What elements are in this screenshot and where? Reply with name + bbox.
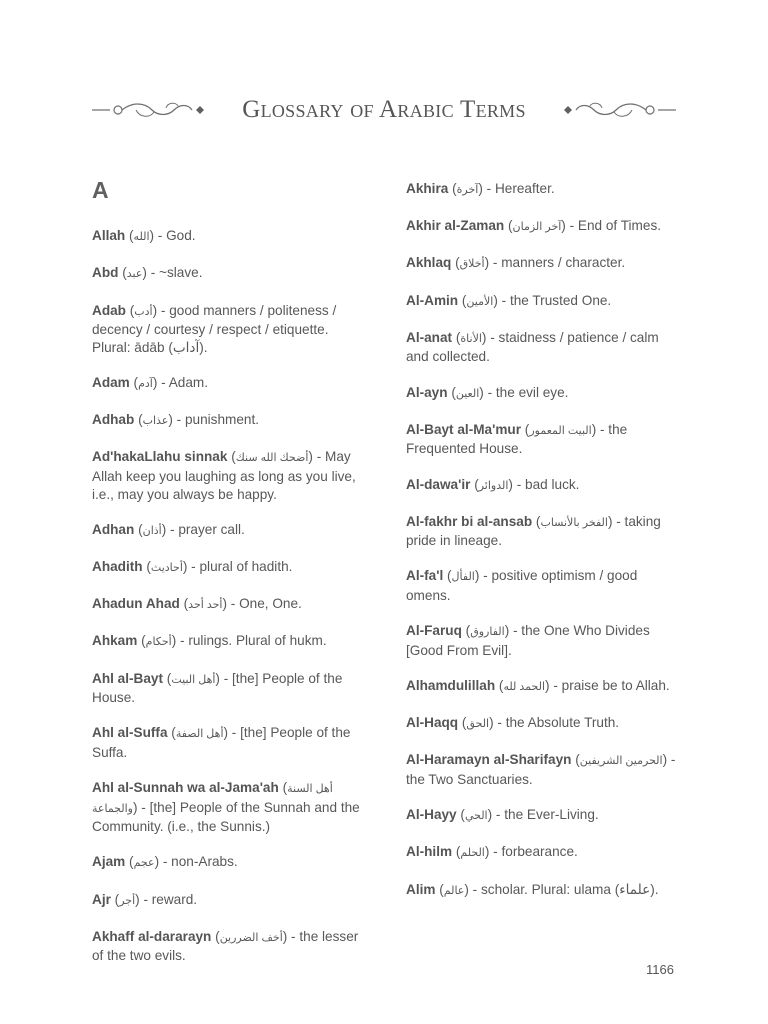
entry-term: Alim [406, 881, 436, 897]
entry-definition: - End of Times. [565, 218, 662, 234]
entry-arabic: الحرمين الشريفين [579, 755, 663, 768]
entry-definition: - the One Who Divides [Good From Evil]. [406, 623, 650, 658]
entry-definition: - the evil eye. [483, 384, 569, 400]
entry-term: Akhira [406, 181, 449, 196]
entry-arabic: أخلاق [459, 258, 485, 271]
entry-term: Al-Bayt al-Ma'mur [406, 421, 522, 437]
glossary-entry: Al-fa'l (الفأل) - positive optimism / good omens. [406, 568, 638, 604]
glossary-entry: Ahl al-Suffa (أهل الصفة) - [the] People of the Suffa. [92, 725, 351, 760]
entry-term: Al-fa'l [406, 568, 444, 584]
entry-arabic: أحكام [145, 636, 172, 649]
entry-definition: - the lesser of the two evils. [92, 928, 359, 964]
glossary-entry: Al-Faruq (الفاروق) - the One Who Divides [Good From Evil]. [406, 623, 650, 658]
entry-definition: - the Frequented House. [406, 421, 628, 457]
glossary-entry: Alhamdulillah (الحمد لله) - praise be to Allah. [406, 678, 670, 694]
entry-term: Al-Hayy [406, 807, 457, 823]
entry-definition: - One, One. [227, 596, 302, 612]
entry-term: Ahkam [92, 633, 138, 649]
entry-term: Ahadith [92, 558, 143, 574]
entry-arabic: الحمد لله [503, 681, 546, 694]
entry-arabic: أضحك الله سنك [235, 452, 309, 465]
glossary-entry: Al-anat (الأناة) - staidness / patience / calm and collected. [406, 329, 659, 365]
entry-term: Akhir al-Zaman [406, 218, 505, 234]
entry-definition: - praise be to Allah. [549, 678, 670, 694]
entry-term: Ajam [92, 854, 126, 870]
glossary-entry: Al-Amin (الأمين) - the Trusted One. [406, 292, 612, 308]
glossary-entry: Akhlaq (أخلاق) - manners / character. [406, 255, 626, 271]
glossary-entry: Al-fakhr bi al-ansab (الفخر بالأنساب) - taking pride in lineage. [406, 513, 661, 549]
glossary-entry: Al-Bayt al-Ma'mur (البيت المعمور) - the Frequented House. [406, 421, 628, 457]
entry-arabic: الفأل [451, 571, 475, 584]
entry-term: Al-dawa'ir [406, 476, 471, 492]
entry-term: Ahadun Ahad [92, 596, 180, 612]
entry-definition: - [the] People of the Suffa. [92, 725, 351, 760]
entry-term: Adam [92, 375, 130, 391]
entry-definition: - taking pride in lineage. [406, 513, 661, 549]
entry-arabic: آخرة [456, 184, 479, 196]
right-column [406, 180, 676, 918]
glossary-entry: Ahl al-Sunnah wa al-Jama'ah (أهل السنة والجماعة) - [the] People of the Sunnah and the Community. (i.e., the Sunnis.) [92, 780, 360, 835]
entry-arabic: أهل البيت [171, 673, 216, 686]
entry-arabic: أجر [119, 894, 136, 907]
entry-definition: - non-Arabs. [159, 854, 238, 870]
entry-definition: - ~slave. [146, 265, 203, 281]
entry-definition: - the Trusted One. [497, 292, 612, 308]
entry-definition: - the Two Sanctuaries. [406, 752, 676, 787]
glossary-entry: Adab (أدب) - good manners / politeness / decency / courtesy / respect / etiquette. Plural: ādāb (آداب). [92, 302, 337, 355]
glossary-entry: Ajam (عجم) - non-Arabs. [92, 854, 238, 870]
entry-definition: - punishment. [172, 412, 260, 428]
entry-definition: - Adam. [157, 375, 209, 391]
entry-definition: - [the] People of the Sunnah and the Community. (i.e., the Sunnis.) [92, 799, 360, 835]
entry-arabic: الحلم [460, 847, 485, 860]
glossary-entry: Adhab (عذاب) - punishment. [92, 412, 260, 428]
entry-arabic: آدم [138, 378, 153, 391]
entry-arabic: الأناة [460, 332, 482, 345]
entry-arabic: الفخر بالأنساب [540, 516, 608, 529]
entry-term: Al-fakhr bi al-ansab [406, 513, 533, 529]
entry-term: Akhaff al-dararayn [92, 928, 212, 944]
entry-arabic: أدب [134, 305, 153, 318]
entry-definition: - staidness / patience / calm and collected. [406, 329, 659, 365]
glossary-entry: Akhir al-Zaman (آخر الزمان) - End of Times. [406, 218, 662, 234]
entry-term: Adhab [92, 412, 135, 428]
glossary-entry: Alim (عالم) - scholar. Plural: ulama (علماء). [406, 881, 659, 897]
entry-term: Al-anat [406, 329, 453, 345]
glossary-entry: Al-hilm (الحلم) - forbearance. [406, 844, 578, 860]
entry-definition: - bad luck. [512, 476, 580, 492]
entry-term: Adhan [92, 521, 135, 537]
glossary-entry: Ahl al-Bayt (أهل البيت) - [the] People of the House. [92, 670, 343, 706]
entry-arabic: الفاروق [470, 626, 505, 639]
entry-arabic: الحق [466, 718, 490, 731]
glossary-entry: Al-dawa'ir (الدوائر) - bad luck. [406, 476, 580, 492]
entry-term: Akhlaq [406, 255, 452, 271]
entry-arabic: أحاديث [150, 561, 183, 574]
entry-definition: - positive optimism / good omens. [406, 568, 638, 604]
entry-term: Ahl al-Bayt [92, 670, 164, 686]
page-number: 1166 [646, 962, 674, 977]
entry-arabic: أهل السنة والجماعة [92, 783, 333, 815]
entry-arabic: أحد أحد [188, 599, 223, 612]
entry-arabic: البيت المعمور [529, 424, 592, 437]
entry-term: Al-hilm [406, 844, 453, 860]
entry-definition: - manners / character. [489, 255, 626, 271]
entry-arabic: العين [455, 387, 480, 400]
right-flourish-ornament [564, 98, 676, 122]
glossary-entry: Ad'hakaLlahu sinnak (أضحك الله سنك) - May Allah keep you laughing as long as you live, i.e., may you always be happy. [92, 449, 356, 502]
entry-arabic: أذان [142, 524, 162, 537]
entry-arabic: الأمين [466, 295, 494, 308]
glossary-entry: Adhan (أذان) - prayer call. [92, 521, 245, 537]
entry-arabic: الحي [464, 810, 488, 823]
entry-definition: - rulings. Plural of hukm. [176, 633, 327, 649]
glossary-entry: Adam (آدم) - Adam. [92, 375, 209, 391]
entry-definition: - God. [154, 228, 196, 244]
entry-arabic: عبد [126, 268, 143, 281]
glossary-entry: Abd (عبد) - ~slave. [92, 265, 203, 281]
entry-term: Al-Haramayn al-Sharifayn [406, 752, 572, 768]
glossary-entry: Al-Hayy (الحي) - the Ever-Living. [406, 807, 599, 823]
entry-definition: - reward. [139, 891, 198, 907]
entry-term: Ahl al-Suffa [92, 725, 168, 741]
glossary-entry: Al-Haramayn al-Sharifayn (الحرمين الشريفين) - the Two Sanctuaries. [406, 752, 676, 787]
page-header [92, 92, 676, 128]
glossary-entry: Akhira (آخرة) - Hereafter. [406, 181, 555, 196]
glossary-entry: Al-Haqq (الحق) - the Absolute Truth. [406, 715, 620, 731]
entry-term: Ad'hakaLlahu sinnak [92, 449, 228, 465]
entry-term: Al-Haqq [406, 715, 459, 731]
entry-term: Allah [92, 228, 126, 244]
entry-term: Alhamdulillah [406, 678, 496, 694]
glossary-entry: Allah (الله) - God. [92, 228, 196, 244]
entry-arabic: أهل الصفة [175, 728, 224, 741]
entry-definition: - the Absolute Truth. [493, 715, 620, 731]
entry-arabic: الدوائر [478, 479, 509, 492]
entry-term: Al-Faruq [406, 623, 462, 639]
glossary-entry: Ahadith (أحاديث) - plural of hadith. [92, 558, 293, 574]
glossary-entry: Akhaff al-dararayn (أخف الضررين) - the lesser of the two evils. [92, 928, 359, 964]
glossary-list-right [406, 180, 676, 900]
entry-arabic: عذاب [142, 415, 169, 428]
glossary-list-left [92, 227, 360, 965]
left-flourish-ornament [92, 98, 204, 122]
entry-arabic: أخف الضررين [219, 931, 283, 944]
entry-arabic: عالم [443, 884, 465, 897]
page-title: Glossary of Arabic Terms [242, 96, 526, 123]
entry-term: Ajr [92, 891, 111, 907]
entry-arabic: عجم [133, 857, 155, 870]
entry-term: Adab [92, 302, 126, 318]
entry-definition: - the Ever-Living. [492, 807, 599, 823]
glossary-entry: Ahkam (أحكام) - rulings. Plural of hukm. [92, 633, 327, 649]
entry-definition: - [the] People of the House. [92, 670, 343, 706]
left-column [92, 178, 360, 983]
entry-term: Al-ayn [406, 384, 448, 400]
section-letter: A [92, 177, 109, 203]
glossary-entry: Ajr (أجر) - reward. [92, 891, 198, 907]
glossary-entry: Ahadun Ahad (أحد أحد) - One, One. [92, 596, 302, 612]
entry-arabic: الله [133, 231, 150, 244]
entry-definition: - Hereafter. [482, 181, 555, 196]
entry-term: Abd [92, 265, 119, 281]
entry-arabic: آخر الزمان [512, 221, 562, 234]
entry-definition: - May Allah keep you laughing as long as you live, i.e., may you always be happy. [92, 449, 356, 502]
entry-definition: - plural of hadith. [187, 558, 293, 574]
entry-term: Al-Amin [406, 292, 459, 308]
entry-definition: - forbearance. [489, 844, 578, 860]
entry-term: Ahl al-Sunnah wa al-Jama'ah [92, 780, 279, 796]
entry-definition: - good manners / politeness / decency / courtesy / respect / etiquette. Plural: ādāb (آداب). [92, 302, 337, 355]
glossary-entry: Al-ayn (العين) - the evil eye. [406, 384, 569, 400]
entry-definition: - scholar. Plural: ulama (علماء). [468, 881, 659, 897]
entry-definition: - prayer call. [166, 521, 245, 537]
